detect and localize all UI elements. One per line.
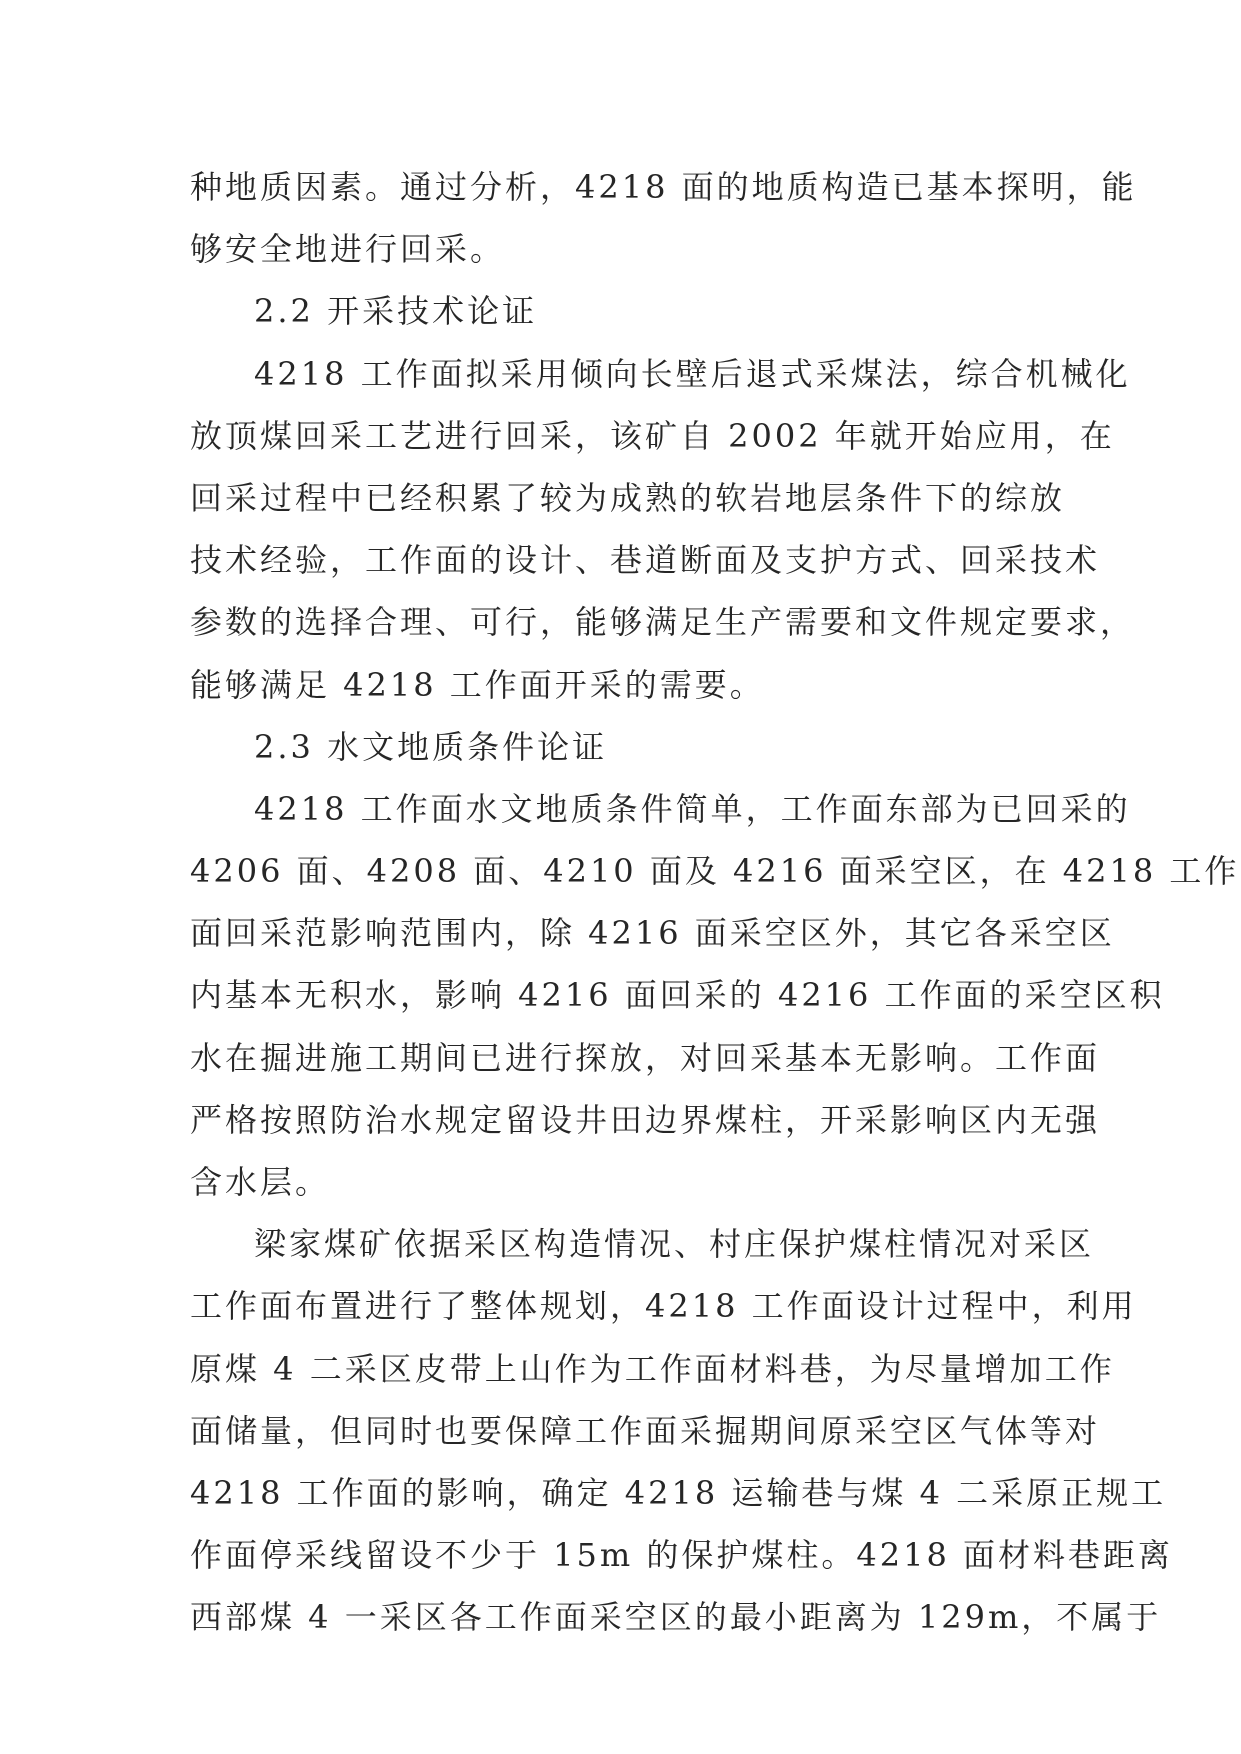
text-line: 4218 工作面的影响，确定 4218 运输巷与煤 4 二采原正规工 (190, 1473, 1167, 1512)
text-line: 工作面布置进行了整体规划，4218 工作面设计过程中，利用 (190, 1287, 1137, 1326)
text-line: 放顶煤回采工艺进行回采，该矿自 2002 年就开始应用，在 (190, 416, 1115, 455)
text-line: 能够满足 4218 工作面开采的需要。 (190, 665, 765, 704)
text-line: 4218 工作面水文地质条件简单，工作面东部为已回采的 (254, 789, 1131, 828)
text-line: 水在掘进施工期间已进行探放，对回采基本无影响。工作面 (190, 1038, 1101, 1077)
section-heading: 2.2 开采技术论证 (254, 292, 538, 331)
text-line: 够安全地进行回采。 (190, 230, 506, 269)
text-line: 内基本无积水，影响 4216 面回采的 4216 工作面的采空区积 (190, 976, 1165, 1015)
document-body (190, 156, 1240, 1649)
section-heading: 2.3 水文地质条件论证 (254, 727, 608, 766)
text-line: 技术经验，工作面的设计、巷道断面及支护方式、回采技术 (190, 541, 1101, 580)
text-line: 4218 工作面拟采用倾向长壁后退式采煤法，综合机械化 (254, 354, 1131, 393)
text-line: 参数的选择合理、可行，能够满足生产需要和文件规定要求， (190, 603, 1136, 642)
text-line: 含水层。 (190, 1163, 331, 1201)
text-line: 种地质因素。通过分析，4218 面的地质构造已基本探明，能 (190, 168, 1137, 206)
text-line: 面回采范影响范围内，除 4216 面采空区外，其它各采空区 (190, 914, 1115, 953)
text-line: 梁家煤矿依据采区构造情况、村庄保护煤柱情况对采区 (254, 1225, 1095, 1264)
text-line: 作面停采线留设不少于 15m 的保护煤柱。4218 面材料巷距离 (190, 1536, 1174, 1575)
text-line: 原煤 4 二采区皮带上山作为工作面材料巷，为尽量增加工作 (190, 1349, 1115, 1388)
text-line: 面储量，但同时也要保障工作面采掘期间原采空区气体等对 (190, 1411, 1101, 1450)
text-line: 回采过程中已经积累了较为成熟的软岩地层条件下的综放 (190, 478, 1066, 517)
text-line: 西部煤 4 一采区各工作面采空区的最小距离为 129m，不属于 (190, 1598, 1162, 1637)
text-line: 4206 面、4208 面、4210 面及 4216 面采空区，在 4218 工作 (190, 852, 1240, 891)
text-line: 严格按照防治水规定留设井田边界煤柱，开采影响区内无强 (190, 1100, 1101, 1139)
